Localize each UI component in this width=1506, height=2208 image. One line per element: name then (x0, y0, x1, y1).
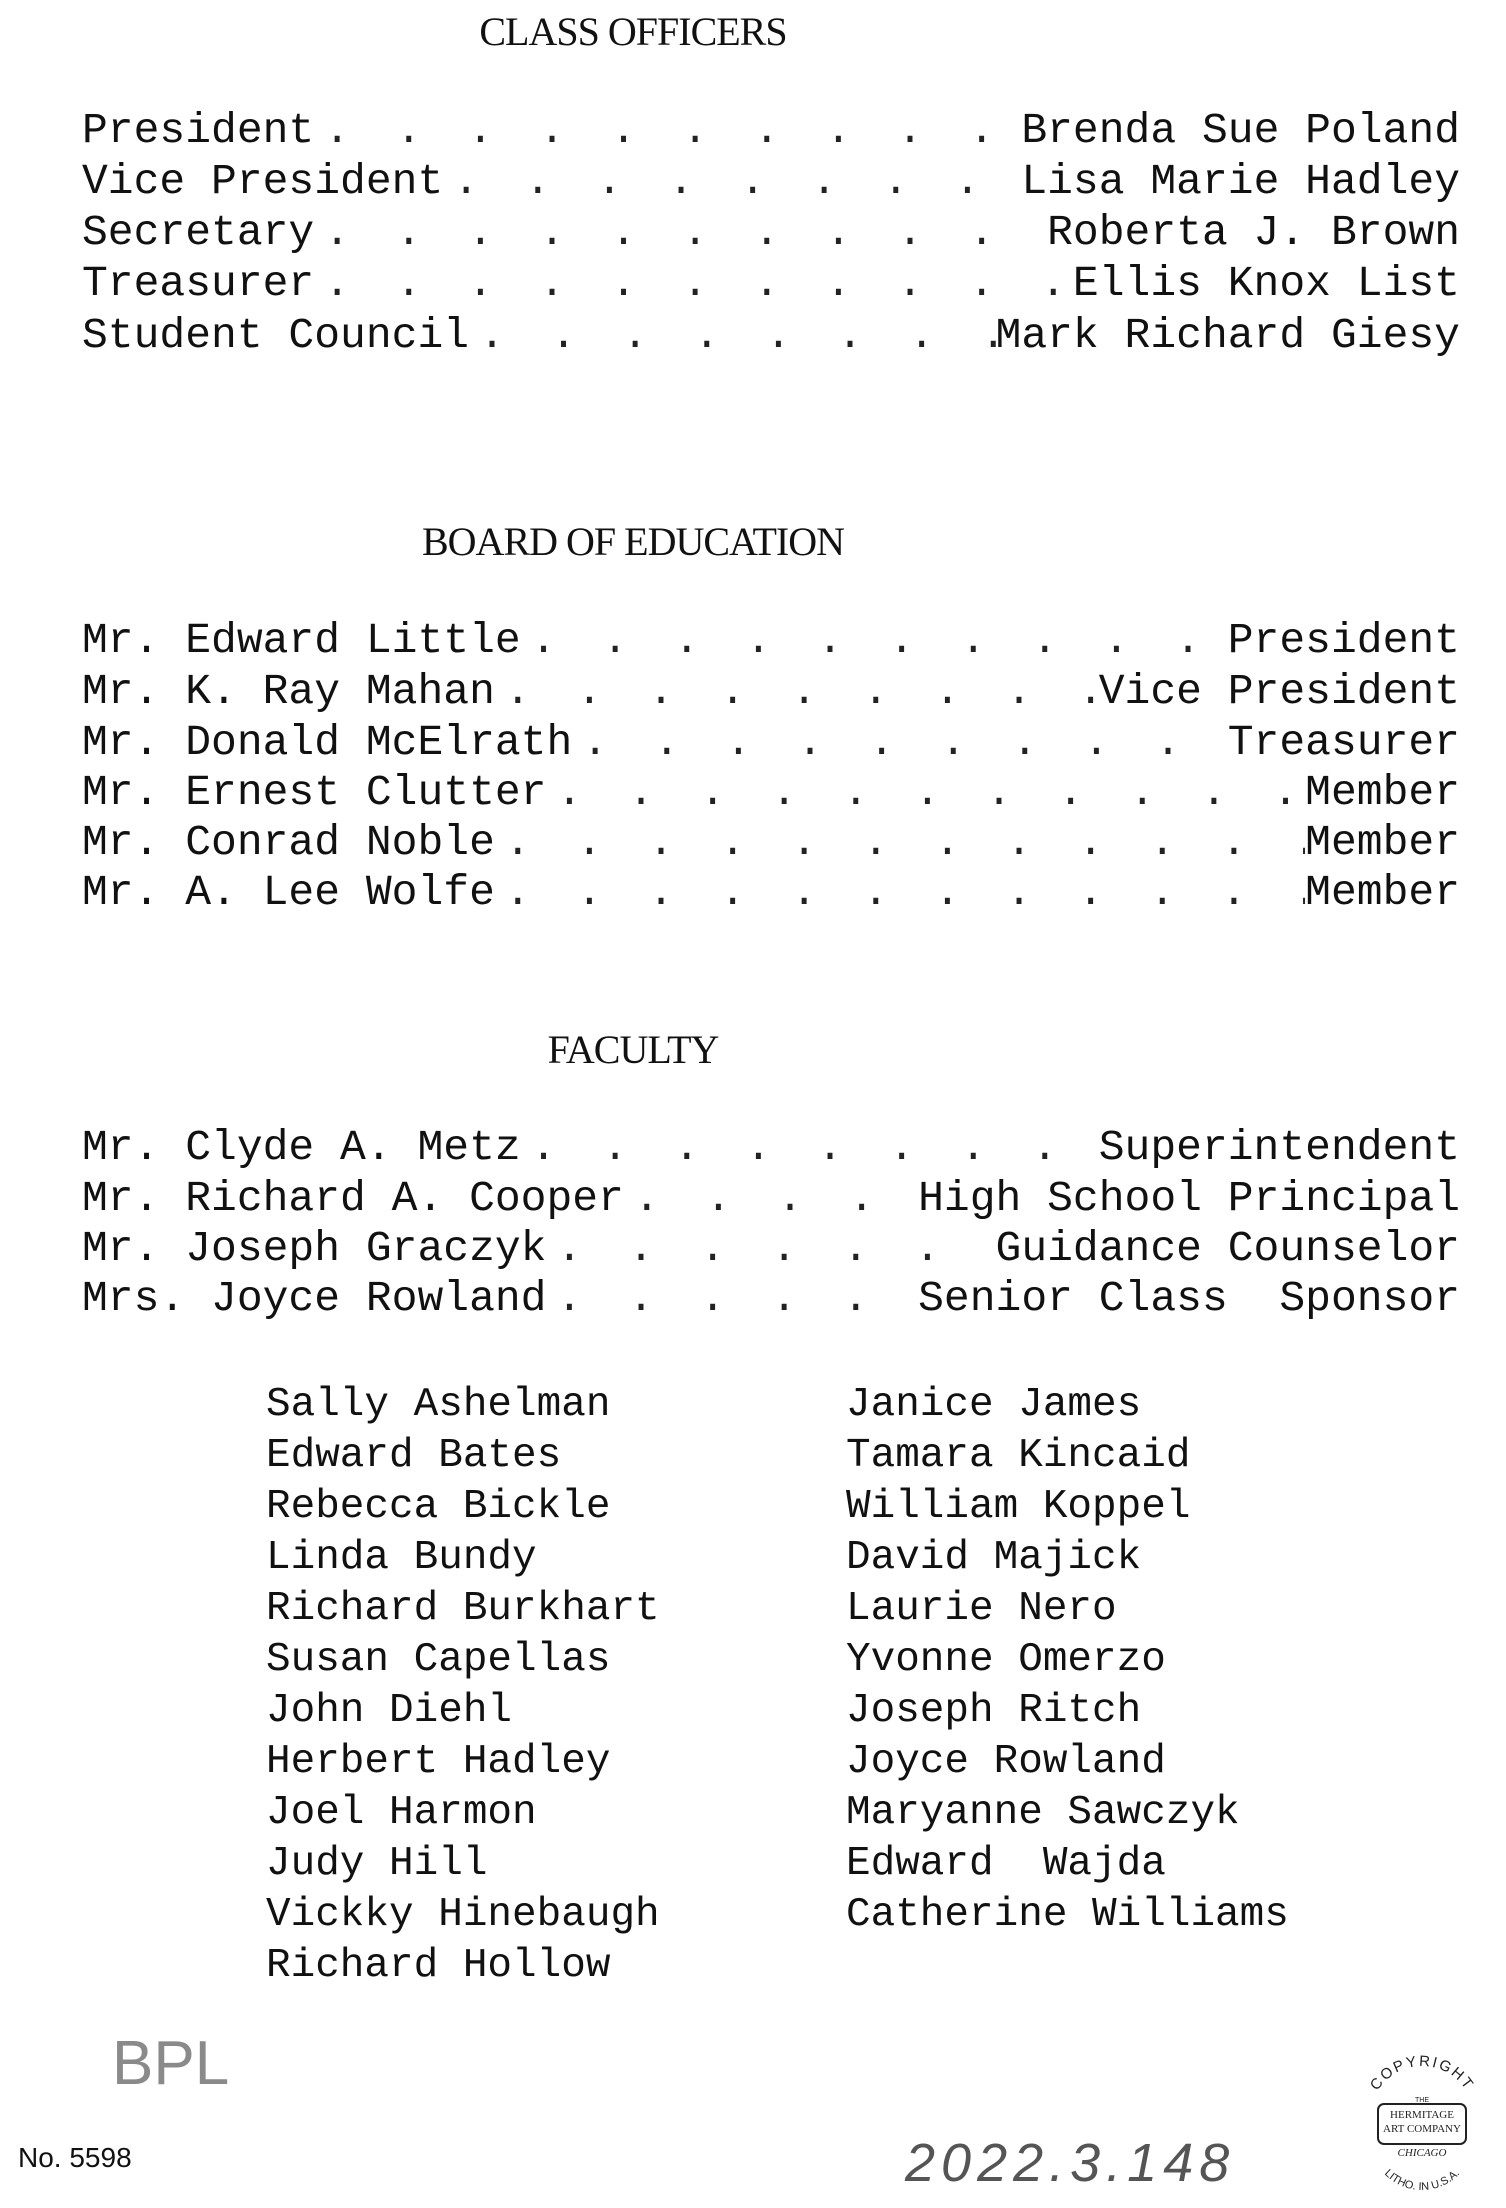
faculty-member: Catherine Williams (846, 1892, 1289, 1938)
dot-leader (443, 157, 1021, 206)
form-number: No. 5598 (18, 2142, 132, 2173)
faculty-member: Edward Wajda (846, 1841, 1166, 1887)
officer-title: Treasurer (82, 259, 315, 308)
dot-leader (546, 768, 1305, 817)
seal-company-line2: ART COMPANY (1383, 2123, 1461, 2135)
faculty-member: Richard Burkhart (266, 1586, 660, 1632)
faculty-member: Herbert Hadley (266, 1739, 611, 1785)
faculty-name: Mr. Joseph Graczyk (82, 1224, 547, 1273)
faculty-member: Laurie Nero (846, 1586, 1117, 1632)
officer-title: Vice President (82, 157, 444, 206)
officer-name: Roberta J. Brown (1047, 208, 1460, 257)
board-member-name: Mr. A. Lee Wolfe (82, 868, 495, 917)
printer-seal (1356, 2048, 1488, 2198)
faculty-member: David Majick (846, 1535, 1142, 1581)
board-member-row (82, 616, 1460, 668)
dot-leader (495, 818, 1305, 867)
faculty-member: Joyce Rowland (846, 1739, 1166, 1785)
faculty-role: Senior Class Sponsor (918, 1274, 1460, 1323)
dot-leader (546, 1224, 995, 1273)
board-member-row (82, 818, 1460, 870)
faculty-row (82, 1274, 1460, 1326)
dot-leader (546, 1274, 918, 1323)
board-member-role: Treasurer (1227, 718, 1460, 767)
faculty-member: Judy Hill (266, 1841, 488, 1887)
faculty-name: Mr. Clyde A. Metz (82, 1123, 521, 1172)
officer-name: Brenda Sue Poland (1021, 106, 1460, 155)
seal-copyright-text: COPYRIGHT (1366, 2052, 1478, 2094)
officer-row (82, 157, 1460, 209)
faculty-member: Linda Bundy (266, 1535, 537, 1581)
faculty-member: Janice James (846, 1382, 1142, 1428)
faculty-member: Yvonne Omerzo (846, 1637, 1166, 1683)
faculty-member: Richard Hollow (266, 1943, 611, 1989)
faculty-role: Superintendent (1098, 1123, 1460, 1172)
board-member-role: Member (1305, 868, 1460, 917)
faculty-member: Tamara Kincaid (846, 1433, 1191, 1479)
board-member-role: Member (1305, 818, 1460, 867)
board-member-name: Mr. Donald McElrath (82, 718, 573, 767)
board-member-name: Mr. Conrad Noble (82, 818, 495, 867)
dot-leader (624, 1174, 918, 1223)
seal-litho-text: LITHO. IN U.S.A. (1382, 2167, 1462, 2194)
faculty-names-left-column (266, 1380, 660, 1992)
faculty-member: Joel Harmon (266, 1790, 537, 1836)
dot-leader (314, 106, 1021, 155)
dot-leader (521, 1123, 1099, 1172)
dot-leader (495, 868, 1305, 917)
faculty-name: Mr. Richard A. Cooper (82, 1174, 624, 1223)
officer-row (82, 208, 1460, 260)
officer-title: Secretary (82, 208, 315, 257)
faculty-role: Guidance Counselor (995, 1224, 1460, 1273)
library-mark: BPL (112, 2029, 230, 2098)
officer-name: Mark Richard Giesy (995, 311, 1460, 360)
officer-name: Lisa Marie Hadley (1021, 157, 1460, 206)
dot-leader (314, 208, 1047, 257)
faculty-name: Mrs. Joyce Rowland (82, 1274, 547, 1323)
faculty-row (82, 1224, 1460, 1276)
faculty-row (82, 1174, 1460, 1226)
board-member-row (82, 768, 1460, 820)
board-member-role: Member (1305, 768, 1460, 817)
faculty-member: Rebecca Bickle (266, 1484, 611, 1530)
faculty-row (82, 1123, 1460, 1175)
seal-city-text: CHICAGO (1397, 2147, 1447, 2159)
board-member-name: Mr. Ernest Clutter (82, 768, 547, 817)
board-member-role: President (1227, 616, 1460, 665)
seal-the-text: THE (1415, 2097, 1429, 2104)
faculty-member: John Diehl (266, 1688, 513, 1734)
faculty-member: Sally Ashelman (266, 1382, 611, 1428)
faculty-names-right-column (846, 1380, 1289, 1941)
dot-leader (495, 667, 1099, 716)
board-of-education-heading: BOARD OF EDUCATION (421, 519, 845, 564)
board-member-role: Vice President (1098, 667, 1460, 716)
faculty-member: Edward Bates (266, 1433, 562, 1479)
officer-title: Student Council (82, 311, 470, 360)
board-member-name: Mr. K. Ray Mahan (82, 667, 495, 716)
officer-row (82, 259, 1460, 311)
faculty-role: High School Principal (918, 1174, 1460, 1223)
board-member-name: Mr. Edward Little (82, 616, 521, 665)
dot-leader (572, 718, 1227, 767)
faculty-member: Joseph Ritch (846, 1688, 1142, 1734)
board-member-row (82, 667, 1460, 719)
dot-leader (469, 311, 995, 360)
faculty-member: Susan Capellas (266, 1637, 611, 1683)
faculty-member: William Koppel (846, 1484, 1191, 1530)
seal-company-line1: HERMITAGE (1390, 2109, 1454, 2121)
accession-number: 2022.3.148 (905, 2133, 1236, 2193)
faculty-member: Vickky Hinebaugh (266, 1892, 660, 1938)
faculty-member: Maryanne Sawczyk (846, 1790, 1240, 1836)
board-member-row (82, 868, 1460, 920)
officer-title: President (82, 106, 315, 155)
faculty-heading: FACULTY (547, 1027, 719, 1072)
board-member-row (82, 718, 1460, 770)
dot-leader (521, 616, 1228, 665)
officer-row (82, 311, 1460, 363)
dot-leader (314, 259, 1073, 308)
officer-name: Ellis Knox List (1072, 259, 1460, 308)
class-officers-heading: CLASS OFFICERS (479, 9, 787, 54)
officer-row (82, 106, 1460, 158)
